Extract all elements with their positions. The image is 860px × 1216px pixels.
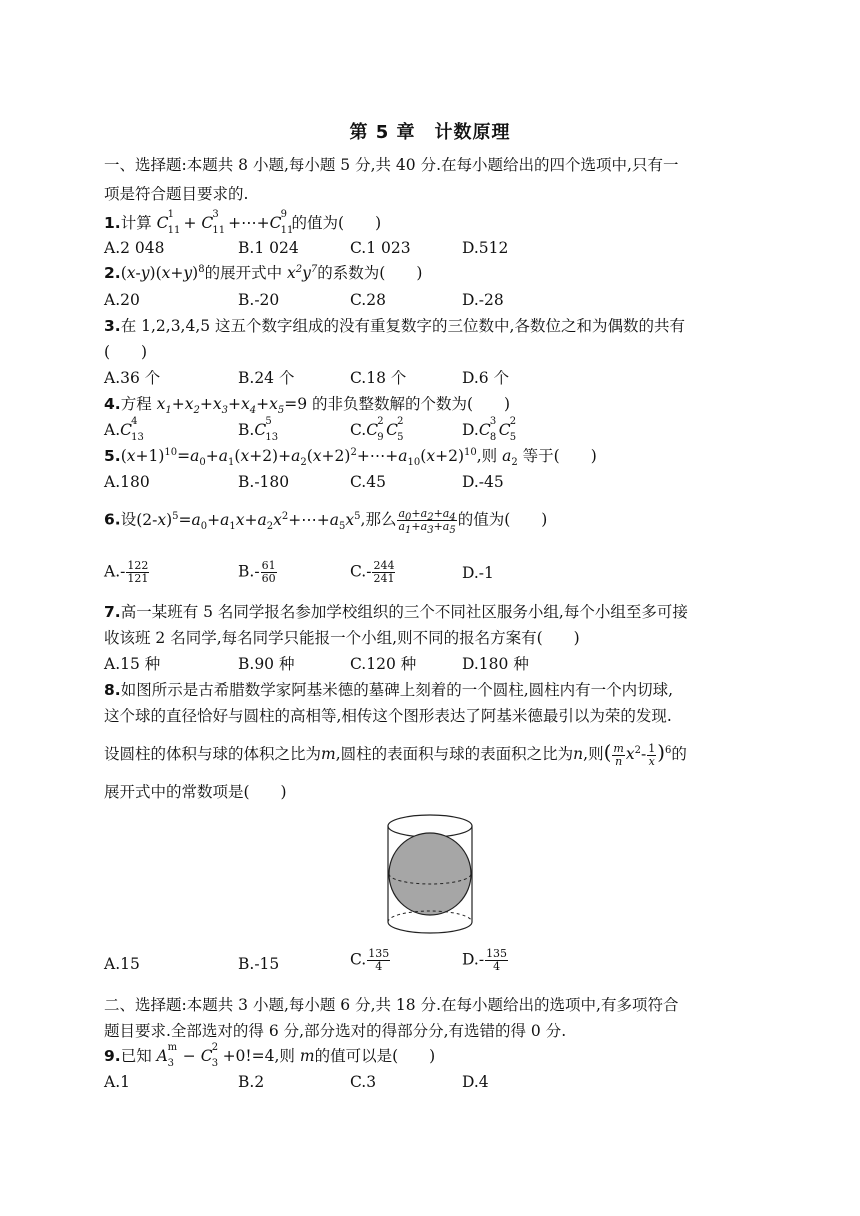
math-expression: $x^2y^7$ [287,263,318,282]
option-d: D.C 3 8 C 2 5 [462,416,517,443]
combination-expr: C 2 3 [200,1042,219,1069]
option-b: B.- $\frac{61}{60}$ [238,559,276,585]
question-number: 7. [104,603,121,621]
question-8-line-2: 这个球的直径恰好与圆柱的高相等,相传这个图形表达了阿基米德最引以为荣的发现. [104,707,672,725]
question-number: 1. [104,214,121,232]
question-9: 9.已知 A m 3 − C 2 3 +0!=4,则 m的值可以是( ) [104,1042,436,1069]
cylinder-sphere-figure [384,812,476,942]
question-8 [104,680,756,700]
option-a: A.36 个 [104,369,161,387]
combination-expr: C 9 11 [269,209,294,236]
option-b: B.1 024 [238,239,299,257]
question-6 [104,507,548,537]
question-text: 等于( ) [522,447,597,465]
option-a: A.15 种 [104,655,161,673]
option-b: B.2 [238,1073,265,1091]
question-7 [104,602,756,622]
option-d: D.180 种 [462,655,529,673]
question-text: =4,则 [251,1047,295,1065]
section-1-line-1: 一、选择题:本题共 8 小题,每小题 5 分,共 40 分.在每小题给出的四个选项中,只有一 [104,156,679,174]
question-8-line-3: 设圆柱的体积与球的体积之比为m,圆柱的表面积与球的表面积之比为n,则( $\frac{m}{n}$ $x^2-$ $\frac{1}{x}$ )$^6$的 [104,740,687,768]
option-c: C.C 2 9 C 2 5 [350,416,404,443]
section-2-line-1: 二、选择题:本题共 3 小题,每小题 6 分,共 18 分.在每小题给出的选项中,有多项符合 [104,996,679,1014]
question-number: 5. [104,447,121,465]
question-number: 4. [104,395,121,413]
option-b: B.C 5 13 [238,416,279,443]
question-number: 9. [104,1047,121,1065]
option-b: B.90 种 [238,655,295,673]
option-b: B.-15 [238,955,280,973]
question-text: 计算 [120,214,152,232]
section-1-line-2: 项是符合题目要求的. [104,185,249,203]
question-text: 的值为( ) [291,214,382,232]
math-expression: $(2-x)^5=a_0+a_1x+a_2x^2+\cdots+a_5x^5$ [136,510,361,532]
question-number: 2. [104,264,121,282]
option-c: C.- $\frac{244}{241}$ [350,559,395,585]
option-d: D.- $\frac{135}{4}$ [462,947,508,973]
question-5 [104,446,597,469]
option-b: B.24 个 [238,369,295,387]
option-a: A.15 [104,955,140,973]
question-text: 方程 [120,395,152,413]
option-c: C.18 个 [350,369,407,387]
question-text: 的展开式中 [204,264,283,282]
option-a: A.2 048 [104,239,165,257]
option-c: C. $\frac{135}{4}$ [350,947,390,973]
option-c: C.1 023 [350,239,411,257]
question-text: 的值为( ) [457,510,548,529]
question-text: 的系数为( ) [317,264,423,282]
math-expression: $(x-y)(x+y)^8$ [120,263,205,282]
question-3 [104,316,756,336]
option-c: C.28 [350,291,386,309]
question-text: 如图所示是古希腊数学家阿基米德的墓碑上刻着的一个圆柱,圆柱内有一个内切球, [120,681,674,699]
math-expression: ( $\frac{m}{n}$ $x^2-$ $\frac{1}{x}$ )$^6$ [603,740,672,768]
section-2-line-2: 题目要求.全部选对的得 6 分,部分选对的得部分分,有选错的得 0 分. [104,1022,567,1040]
combination-expr: C 3 11 [201,209,226,236]
option-d: D.-28 [462,291,504,309]
option-d: D.-1 [462,564,494,582]
question-text: 已知 [120,1047,152,1065]
option-b: B.-180 [238,473,290,491]
question-text: 在 1,2,3,4,5 这五个数字组成的没有重复数字的三位数中,各数位之和为偶数的共有 [120,317,685,335]
arrangement-expr: A m 3 [156,1042,178,1069]
cylinder-sphere-diagram [384,812,476,938]
option-a: A.180 [104,473,150,491]
math-expression: $(x+1)^{10}=a_0+a_1(x+2)+a_2(x+2)^2+\cdots+a_{10}(x+2)^{10}$,则 $a_2$ [120,446,518,469]
option-c: C.3 [350,1073,377,1091]
question-number: 3. [104,317,121,335]
question-text: ,那么 [360,510,397,529]
question-7-continued: 收该班 2 名同学,每名同学只能报一个小组,则不同的报名方案有( ) [104,629,580,647]
fraction: $\frac{a_0+a_2+a_4}{a_1+a_3+a_5}$ [398,507,456,537]
question-2 [104,263,422,283]
question-text: 的值可以是( ) [314,1047,436,1065]
option-a: A.- $\frac{122}{121}$ [104,559,149,585]
option-a: A.1 [104,1073,130,1091]
combination-expr: C 1 11 [156,209,181,236]
option-c: C.120 种 [350,655,417,673]
option-d: D.-45 [462,473,504,491]
option-a: A.20 [104,291,140,309]
question-1: 1.计算 C 1 11 + C 3 11 +⋯+C 9 11 的值为( ) [104,209,382,236]
question-text: 高一某班有 5 名同学报名参加学校组织的三个不同社区服务小组,每个小组至多可接 [120,603,688,621]
question-8-line-4: 展开式中的常数项是( ) [104,783,287,801]
question-4: 4.方程 $x_1+x_2+x_3+x_4+x_5=9$ 的非负整数解的个数为( ) [104,395,511,417]
option-a: A.C 4 13 [104,416,144,443]
option-d: D.512 [462,239,509,257]
question-number: 6. [104,510,121,529]
question-3-continued: ( ) [104,343,148,361]
option-b: B.-20 [238,291,280,309]
chapter-title: 第 5 章 计数原理 [349,122,511,143]
option-d: D.4 [462,1073,489,1091]
math-expression: $x_1+x_2+x_3+x_4+x_5$ [156,395,285,417]
question-number: 8. [104,681,121,699]
question-text: 的非负整数解的个数为( ) [311,395,511,413]
question-text: 设 [120,510,137,529]
option-c: C.45 [350,473,386,491]
option-d: D.6 个 [462,369,510,387]
